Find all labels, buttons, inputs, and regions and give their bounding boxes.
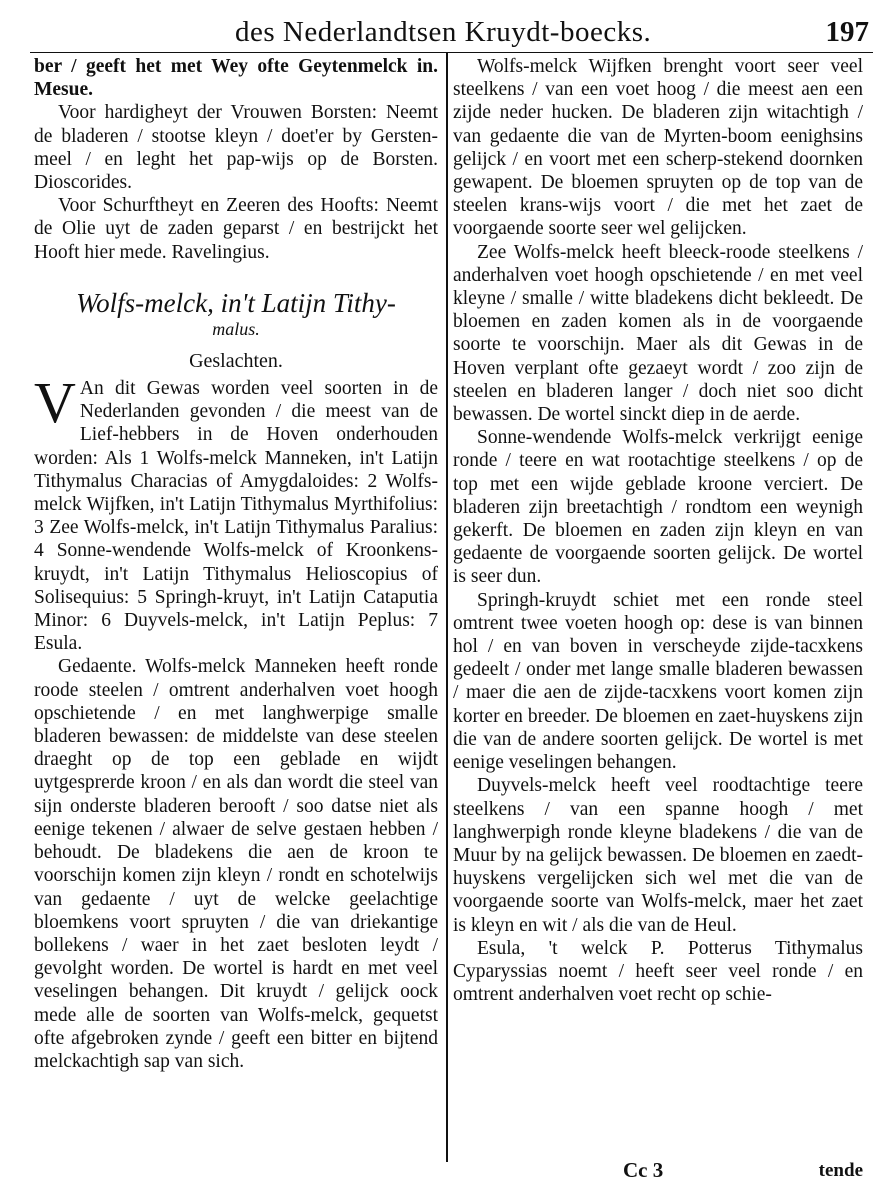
page-header xyxy=(30,14,873,52)
paragraph: Springh-kruydt schiet met een ronde steel omtrent twee voeten hoogh op: dese is van binnen hol / en van boven in verscheyde zijde-tacxkens gedeelt / onder met lange smalle bladeren bewassen / maer die aen de zijde-tacxkens voort komen zijn korter en breeder. De bloemen en zaet-huyskens zijn die van de andere soorten gelijck. De wortel is met eenige veselingen behangen. xyxy=(453,589,863,774)
header-rule xyxy=(30,52,873,53)
page-footer xyxy=(453,1158,863,1184)
section-heading: Wolfs-melck, in't Latijn Tithy- xyxy=(76,287,396,318)
section-heading-continued: malus. xyxy=(212,318,260,339)
running-title: des Nederlandtsen Kruydt-boecks. xyxy=(235,16,652,48)
paragraph: Wolfs-melck Wijfken brenght voort seer veel steelkens / van een voet hoog / die meest aen een zijde neder hucken. De bladeren zijn witachtigh / van gedaente die van de Myrten-boom eenighsins gelijck / en voort met een scherp-stekend doornken gewapent. De bloemen spruyten op de top van de steelen krans-wijs voort / die met het zaet de voorgaende soorte seer wel gelijcken. xyxy=(453,56,863,240)
drop-cap: V xyxy=(34,370,76,436)
paragraph: Duyvels-melck heeft veel roodtachtige teere steelkens / van een spanne hoogh / met langhwerpigh ronde kleyne bladekens / die van de Muur by na gelijck bewassen. De bloemen en zaedt-huyskens vergelijcken sich wel met die van de voorgaende soorte van Wolfs-melck, maer het zaet is kleyn en wit / als die van de Heul. xyxy=(453,775,863,936)
paragraph: Sonne-wendende Wolfs-melck verkrijgt eenige ronde / teere en wat rootachtige steelkens / op de top met een wijde geblade kroone verciert. De bladeren zijn breetachtigh / rondtom een weynigh gekerft. De bloemen en zaden zijn kleyn en van gedaente de voorgaende soorten gelijck. De wortel is seer dun. xyxy=(453,427,863,588)
right-column xyxy=(453,55,863,1006)
paragraph: Voor Schurftheyt en Zeeren des Hoofts: Neemt de Olie uyt de zaden geparst / en bestrijckt het Hooft hier mede. Ravelingius. xyxy=(34,195,438,263)
column-divider xyxy=(446,52,448,1162)
paragraph xyxy=(34,370,438,655)
page-number: 197 xyxy=(825,16,869,48)
subheading: Geslachten. xyxy=(189,349,283,372)
catchword: tende xyxy=(818,1160,863,1181)
left-column xyxy=(34,55,438,1073)
paragraph: Voor hardigheyt der Vrouwen Borsten: Neemt de bladeren / stootse kleyn / doet'er by Gersten-meel / en leght het pap-wijs op de Borsten. Dioscorides. xyxy=(34,102,438,194)
paragraph: Esula, 't welck P. Potterus Tithymalus Cyparyssias noemt / heeft seer veel ronde / en omtrent anderhalven voet recht op schie- xyxy=(453,937,863,1006)
paragraph: Gedaente. Wolfs-melck Manneken heeft ronde roode steelen / omtrent anderhalven voet hoogh opschietende / en met langhwerpige smalle bladeren bewassen: de middelste van dese steelen draeght op de top een geblade en wijdt uytgesprerde kroon / en als dan wordt die steel van sijn onderste bladeren berooft / soo datse niet als eenige tekenen / alwaer de selve gestaen hebben / behoudt. De bladekens die aen de kroon te voorschijn komen zijn kleyn / rondt en schotelwijs van gedaente / uyt de welcke geelachtige bloemkens voort spruyten / die van driekantige bollekens / waer in het zaet besloten leydt / gevolght worden. De wortel is hardt en met veel veselingen behangen. Dit kruydt / gelijck oock mede alle de soorten van Wolfs-melck, gequetst ofte afgebroken zynde / geeft een bitter en bijtend melckachtigh sap van sich. xyxy=(34,656,438,1072)
paragraph: Zee Wolfs-melck heeft bleeck-roode steelkens / anderhalven voet hoogh opschietende / en met veel kleyne / smalle / witte bladekens dicht bekleedt. De bloemen en zaden komen als in de voorgaende soorte te voorschijn. Maer als dit Gewas in de Hoven verplant ofte gezaeyt wordt / zoo zijn de steelen en bladeren langer / doch niet soo dicht bewassen. De wortel sinckt diep in de aerde. xyxy=(453,241,863,426)
paragraph-text: An dit Gewas worden veel soorten in de Nederlanden gevonden / die meest van de Lief-hebbers in de Hoven onderhouden worden: Als 1 Wolfs-melck Manneken, in't Latijn Tithymalus Characias of Amygdaloides: 2 Wolfs-melck Wijfken, in't Latijn Tithymalus Myrthifolius: 3 Zee Wolfs-melck, in't Latijn Tithymalus Paralius: 4 Sonne-wendende Wolfs-melck of Kroonkens-kruydt, in't Latijn Tithymalus Helioscopius of Solisequius: 5 Springh-kruyt, in't Latijn Cataputia Minor: 6 Duyvels-melck, in't Latijn Peplus: 7 Esula. xyxy=(34,378,438,655)
paragraph: ber / geeft het met Wey ofte Geytenmelck in. Mesue. xyxy=(34,56,438,101)
signature-mark: Cc 3 xyxy=(623,1158,664,1182)
